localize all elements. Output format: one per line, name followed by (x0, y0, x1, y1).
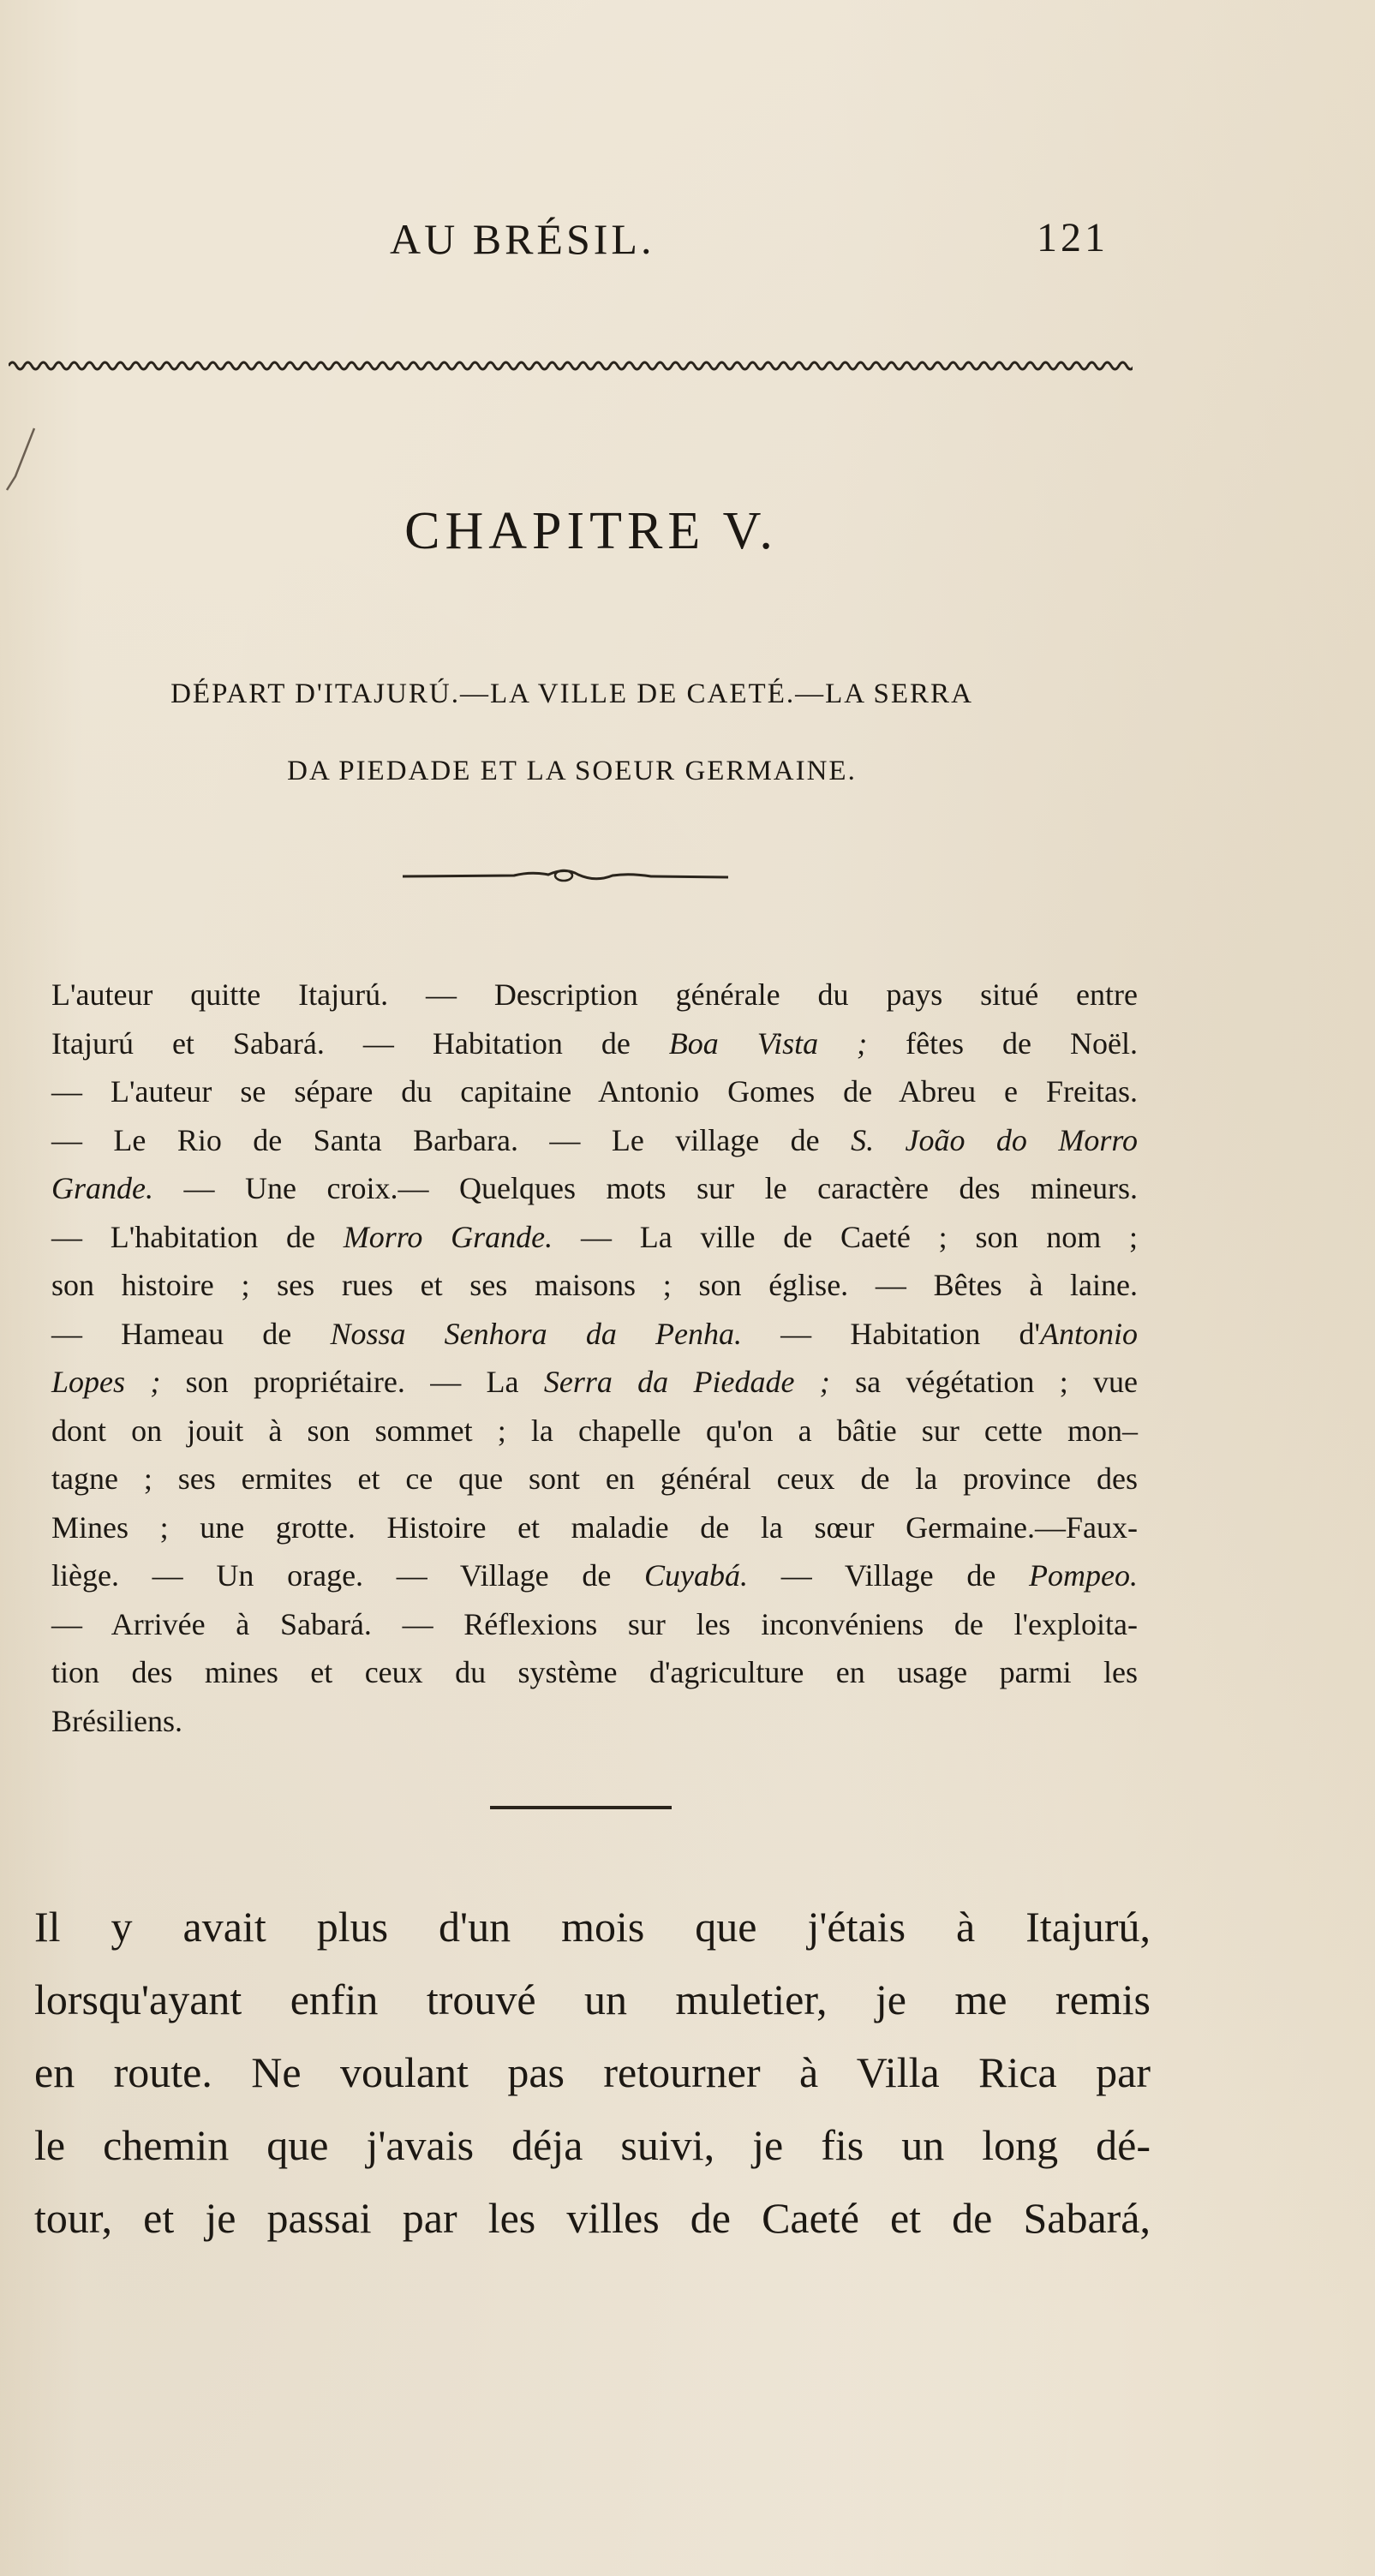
summary-text: sa végétation ; vue (829, 1365, 1138, 1399)
body-line: Il y avait plus d'un mois que j'étais à Itajurú, (34, 1903, 1151, 1951)
running-title: AU BRÉSIL. (390, 215, 655, 263)
summary-text: Brésiliens. (51, 1703, 182, 1738)
summary-line (51, 1654, 1138, 1690)
summary-text: L'auteur quitte Itajurú. — Description générale du pays situé entre (51, 977, 1138, 1012)
summary-line (51, 1073, 1138, 1109)
summary-text: tagne ; ses ermites et ce que sont en général ceux de la province des (51, 1461, 1138, 1496)
summary-line (51, 977, 1138, 1013)
body-line: lorsqu'ayant enfin trouvé un muletier, je me remis (34, 1975, 1151, 2023)
summary-text: — Le Rio de Santa Barbara. — Le village de (51, 1122, 852, 1157)
summary-text: — La ville de Caeté ; son nom ; (553, 1219, 1138, 1254)
summary-text: son propriétaire. — La (160, 1365, 544, 1399)
summary-line (51, 1413, 1138, 1449)
summary-text: Itajurú et Sabará. — Habitation de (51, 1025, 669, 1061)
summary-line (51, 1703, 1138, 1739)
body-line: le chemin que j'avais déja suivi, je fis un long dé- (34, 2121, 1151, 2169)
running-head (0, 214, 1375, 266)
summary-line (51, 1509, 1138, 1545)
summary-text: S. João do Morro (851, 1122, 1138, 1157)
summary-text: — Arrivée à Sabará. — Réflexions sur les inconvéniens de l'exploita- (51, 1606, 1138, 1641)
chapter-subtitle-line: DÉPART D'ITAJURÚ.—LA VILLE DE CAETÉ.—LA SERRA (170, 678, 973, 709)
summary-text: Grande. (51, 1171, 153, 1205)
summary-text: — L'auteur se sépare du capitaine Antonio Gomes de Abreu e Freitas. (51, 1074, 1138, 1109)
chapter-subtitle-line: DA PIEDADE ET LA SOEUR GERMAINE. (287, 756, 857, 786)
summary-text: Serra da Piedade ; (543, 1365, 830, 1399)
summary-text: Antonio (1040, 1316, 1138, 1351)
summary-text: — Village de (748, 1558, 1030, 1593)
summary-text: Morro Grande. (343, 1219, 553, 1254)
chapter-subtitle (0, 655, 1144, 810)
summary-line (51, 1267, 1138, 1303)
summary-line (51, 1461, 1138, 1497)
summary-text: Mines ; une grotte. Histoire et maladie de la sœur Germaine.—Faux- (51, 1509, 1138, 1545)
ornamental-divider (403, 864, 728, 889)
summary-line (51, 1170, 1138, 1206)
summary-text: — Une croix.— Quelques mots sur le caractère des mineurs. (153, 1171, 1138, 1205)
summary-text: Nossa Senhora da Penha. (330, 1316, 742, 1351)
pencil-margin-mark (3, 425, 38, 493)
summary-line (51, 1316, 1138, 1352)
summary-text: Pompeo. (1029, 1558, 1139, 1593)
body-line: tour, et je passai par les villes de Caeté et de Sabará, (34, 2194, 1151, 2242)
summary-line (51, 1122, 1138, 1158)
decorative-wavy-rule (9, 356, 1133, 375)
summary-line (51, 1557, 1138, 1593)
summary-line (51, 1025, 1138, 1061)
summary-text: Boa Vista ; (668, 1025, 868, 1061)
page-number: 121 (1037, 215, 1109, 260)
summary-text: Cuyabá. (644, 1558, 749, 1593)
summary-text: son histoire ; ses rues et ses maisons ; son église. — Bêtes à laine. (51, 1268, 1138, 1302)
summary-text: Lopes ; (51, 1365, 161, 1399)
summary-text: tion des mines et ceux du système d'agriculture en usage parmi les (51, 1655, 1138, 1689)
chapter-title: CHAPITRE V. (404, 502, 778, 560)
summary-line (51, 1219, 1138, 1255)
summary-line (51, 1364, 1138, 1400)
summary-text: — Hameau de (51, 1316, 331, 1351)
summary-text: dont on jouit à son sommet ; la chapelle qu'on a bâtie sur cette mon– (51, 1413, 1138, 1448)
summary-line (51, 1606, 1138, 1642)
summary-text: — L'habitation de (51, 1219, 344, 1254)
body-line: en route. Ne voulant pas retourner à Villa Rica par (34, 2048, 1151, 2096)
summary-text: liège. — Un orage. — Village de (51, 1558, 645, 1593)
summary-text: — Habitation d' (742, 1316, 1040, 1351)
section-rule (490, 1806, 672, 1809)
summary-text: fêtes de Noël. (867, 1025, 1139, 1061)
